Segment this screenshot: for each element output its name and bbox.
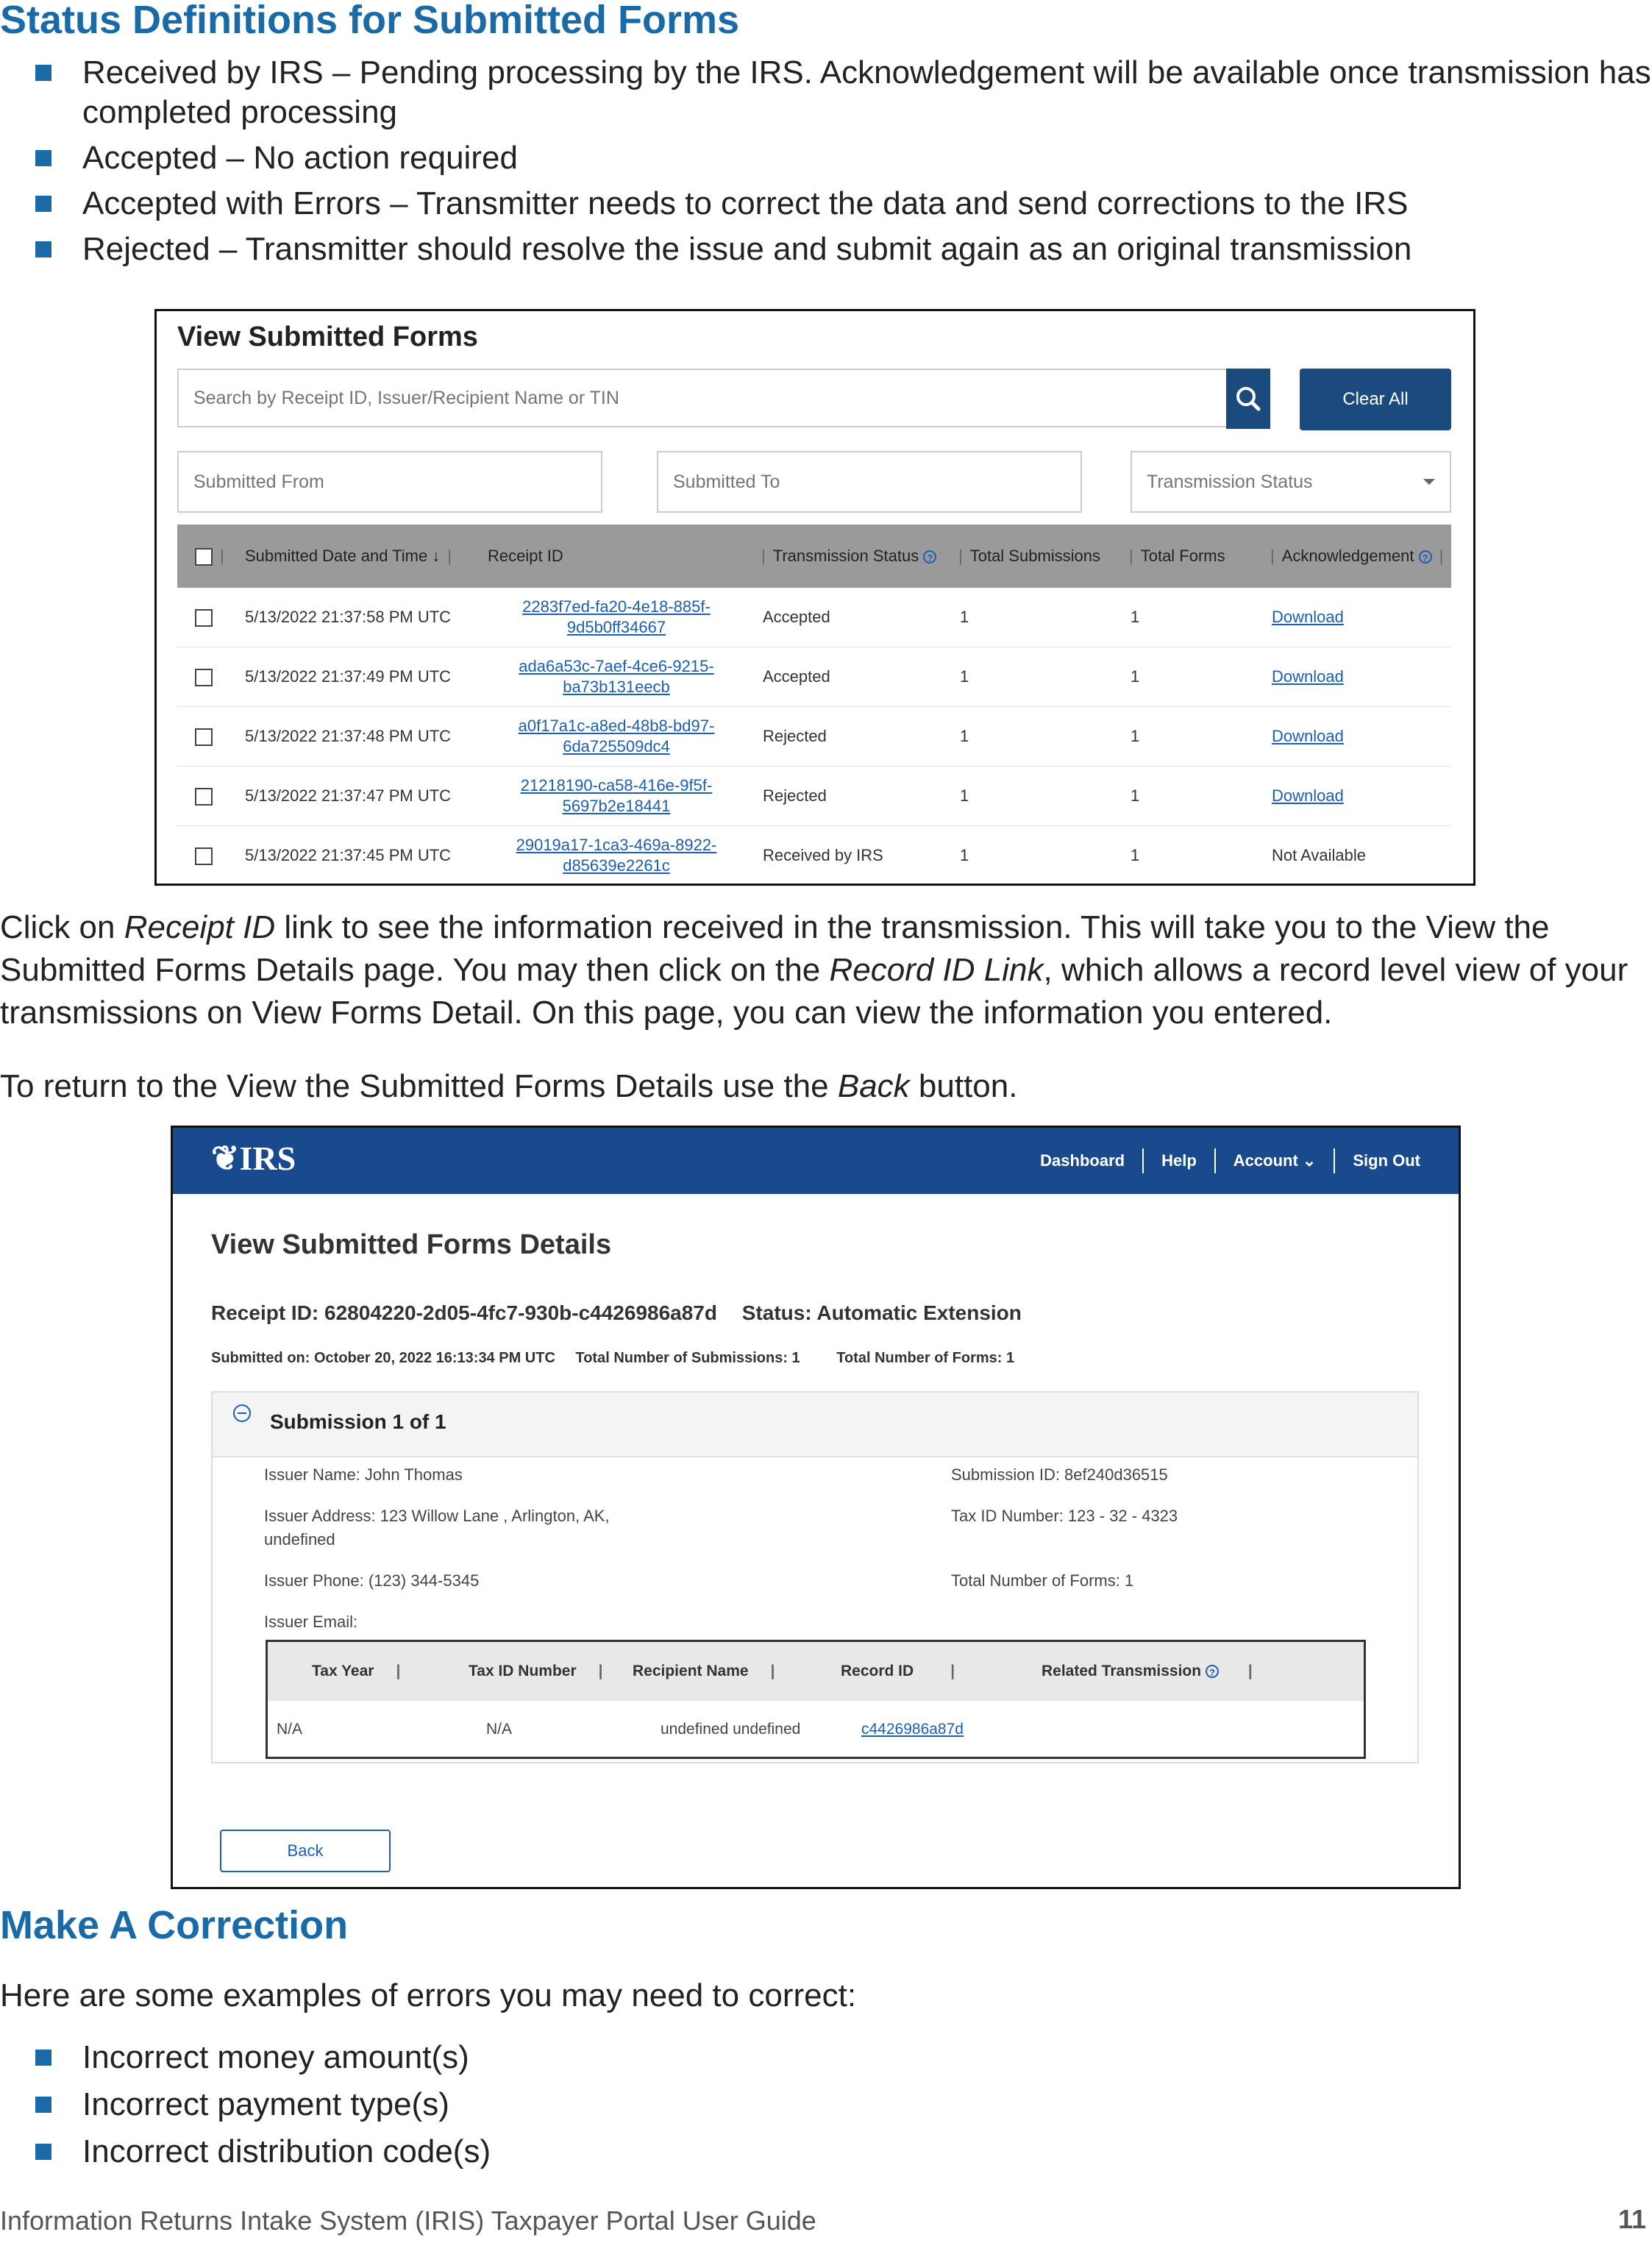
row-checkbox[interactable]	[195, 728, 213, 746]
row-select-cell	[177, 647, 236, 707]
bullet-square-icon	[35, 241, 51, 257]
submitted-forms-table	[177, 525, 1451, 886]
transmission-status: Accepted	[745, 588, 942, 647]
total-submissions: Total Number of Submissions: 1	[575, 1350, 800, 1366]
submitted-from-input[interactable]	[179, 452, 601, 511]
submission-panel-header[interactable]	[213, 1393, 1417, 1457]
submitted-from-field[interactable]	[177, 451, 602, 513]
column-header-date[interactable]: Submitted Date and Time ↓ |	[236, 525, 479, 588]
irs-header-bar	[173, 1128, 1459, 1194]
tax-year: N/A	[277, 1721, 303, 1738]
status-definitions-list	[29, 53, 1652, 269]
help-icon[interactable]: ?	[1419, 550, 1432, 564]
list-item: Incorrect payment type(s)	[29, 2085, 491, 2125]
view-submitted-forms-details-screenshot	[171, 1126, 1461, 1889]
receipt-id-link[interactable]: 2283f7ed-fa20-4e18-885f- 9d5b0ff34667	[479, 588, 745, 647]
forms-table	[268, 1642, 1364, 1758]
submission-id: Submission ID: 8ef240d36515	[951, 1465, 1168, 1484]
column-header-total-submissions: | Total Submissions	[942, 525, 1113, 588]
column-header-recipient-name: Recipient Name |	[624, 1642, 832, 1701]
transmission-status-input[interactable]	[1132, 452, 1450, 511]
submission-summary-line	[211, 1350, 1014, 1367]
total-forms: 1	[1113, 767, 1254, 826]
transmission-status: Rejected	[745, 707, 942, 767]
column-header-related-transmission: Related Transmission ? |	[1033, 1642, 1364, 1701]
receipt-id-link[interactable]: a0f17a1c-a8ed-48b8-bd97- 6da725509dc4	[479, 707, 745, 767]
eagle-icon: ❦	[211, 1140, 240, 1177]
clear-all-button[interactable]: Clear All	[1300, 369, 1451, 430]
total-submissions: 1	[942, 707, 1113, 767]
column-header-tax-id-number: Tax ID Number |	[460, 1642, 624, 1701]
nav-divider	[1214, 1148, 1216, 1173]
tax-id-number: Tax ID Number: 123 - 32 - 4323	[951, 1507, 1178, 1525]
correction-examples-list	[29, 2038, 491, 2172]
submitted-date: 5/13/2022 21:37:47 PM UTC	[236, 767, 479, 826]
column-header-tax-year: Tax Year |	[268, 1642, 460, 1701]
download-link[interactable]: Download	[1272, 667, 1344, 686]
row-select-cell	[177, 767, 236, 826]
bullet-square-icon	[35, 150, 51, 166]
nav-divider	[1142, 1148, 1144, 1173]
issuer-email: Issuer Email:	[264, 1613, 358, 1631]
page-title: View Submitted Forms Details	[211, 1229, 612, 1260]
download-link[interactable]: Download	[1272, 608, 1344, 626]
section-heading-make-a-correction: Make A Correction	[0, 1903, 349, 1947]
page-number: 11	[1617, 2204, 1646, 2234]
record-id-link[interactable]: c4426986a87d	[861, 1721, 964, 1738]
help-icon[interactable]: ?	[923, 550, 936, 564]
irs-logo[interactable]: ❦IRS	[211, 1140, 296, 1177]
total-submissions: 1	[942, 647, 1113, 707]
recipient-name: undefined undefined	[661, 1721, 801, 1738]
related-transmission	[1033, 1701, 1364, 1758]
table-row	[268, 1701, 1364, 1758]
row-checkbox[interactable]	[195, 609, 213, 627]
transmission-status-select[interactable]	[1131, 451, 1451, 513]
issuer-address: Issuer Address: 123 Willow Lane , Arlington, AK, undefined	[264, 1507, 610, 1549]
bullet-square-icon	[35, 2050, 51, 2066]
total-forms: Total Number of Forms: 1	[836, 1350, 1015, 1366]
list-item: Accepted with Errors – Transmitter needs to correct the data and send corrections to the IRS	[29, 184, 1652, 224]
bullet-square-icon	[35, 196, 51, 212]
row-checkbox[interactable]	[195, 669, 213, 686]
search-input[interactable]	[179, 370, 1232, 426]
submitted-date: 5/13/2022 21:37:48 PM UTC	[236, 707, 479, 767]
download-link[interactable]: Download	[1272, 786, 1344, 805]
table-header-row	[177, 525, 1451, 588]
back-button[interactable]: Back	[220, 1830, 391, 1872]
total-number-of-forms: Total Number of Forms: 1	[951, 1571, 1134, 1590]
table-row	[177, 588, 1451, 647]
column-header-total-forms: | Total Forms	[1113, 525, 1254, 588]
submission-panel	[211, 1391, 1419, 1763]
select-all-cell: |	[177, 525, 236, 588]
back-button-instructions: To return to the View the Submitted Forms Details use the Back button.	[0, 1068, 1018, 1104]
nav-dashboard[interactable]: Dashboard	[1040, 1151, 1125, 1170]
receipt-id-link[interactable]: ada6a53c-7aef-4ce6-9215- ba73b131eecb	[479, 647, 745, 707]
section-heading-status-definitions: Status Definitions for Submitted Forms	[0, 0, 740, 42]
acknowledgement-status: Not Available	[1254, 826, 1451, 886]
status: Status: Automatic Extension	[741, 1301, 1022, 1324]
bullet-square-icon	[35, 65, 51, 81]
row-checkbox[interactable]	[195, 788, 213, 806]
tax-id-number: N/A	[486, 1721, 513, 1738]
submission-title: Submission 1 of 1	[270, 1410, 446, 1433]
column-header-record-id: Record ID |	[832, 1642, 1033, 1701]
bullet-square-icon	[35, 2097, 51, 2113]
collapse-icon[interactable]	[233, 1404, 251, 1422]
table-row	[177, 707, 1451, 767]
row-select-cell	[177, 707, 236, 767]
row-select-cell	[177, 588, 236, 647]
nav-sign-out[interactable]: Sign Out	[1353, 1151, 1420, 1170]
page-footer: Information Returns Intake System (IRIS) Taxpayer Portal User Guide	[0, 2205, 816, 2236]
list-item: Accepted – No action required	[29, 138, 1652, 178]
search-button[interactable]	[1226, 369, 1270, 429]
table-header-row	[268, 1642, 1364, 1701]
nav-account[interactable]: Account ⌄	[1233, 1151, 1317, 1170]
correction-intro: Here are some examples of errors you may need to correct:	[0, 1977, 857, 2013]
table-row	[177, 826, 1451, 886]
transmission-status: Rejected	[745, 767, 942, 826]
list-item: Received by IRS – Pending processing by the IRS. Acknowledgement will be available once transmission has completed processing	[29, 53, 1652, 132]
chevron-down-icon	[1423, 479, 1435, 485]
help-icon[interactable]: ?	[1206, 1665, 1219, 1678]
transmission-status: Accepted	[745, 647, 942, 707]
receipt-id-instructions: Click on Receipt ID link to see the information received in the transmission. This will take you to the View the Submitted Forms Details page. You may then click on the Record ID Link, which allows a record level view of your transmissions on View Forms Detail. On this page, you can view the information you entered.	[0, 909, 1628, 1031]
column-header-transmission-status: | Transmission Status ?	[745, 525, 942, 588]
sort-down-arrow-icon: ↓	[432, 547, 441, 565]
transmission-status: Received by IRS	[745, 826, 942, 886]
table-row	[177, 647, 1451, 707]
row-select-cell	[177, 826, 236, 886]
issuer-phone: Issuer Phone: (123) 344-5345	[264, 1571, 480, 1590]
total-forms: 1	[1113, 826, 1254, 886]
total-forms: 1	[1113, 707, 1254, 767]
nav-help[interactable]: Help	[1161, 1151, 1197, 1170]
receipt-id-link[interactable]: 29019a17-1ca3-469a-8922- d85639e2261c	[479, 826, 745, 886]
forms-table-container	[266, 1640, 1366, 1759]
receipt-id: Receipt ID: 62804220-2d05-4fc7-930b-c4426986a87d	[211, 1301, 717, 1324]
receipt-id-link[interactable]: 21218190-ca58-416e-9f5f- 5697b2e18441	[479, 767, 745, 826]
submitted-on: Submitted on: October 20, 2022 16:13:34 PM UTC	[211, 1350, 555, 1366]
select-all-checkbox[interactable]	[195, 548, 213, 566]
list-item: Incorrect distribution code(s)	[29, 2132, 491, 2172]
table-row	[177, 767, 1451, 826]
submitted-date: 5/13/2022 21:37:58 PM UTC	[236, 588, 479, 647]
row-checkbox[interactable]	[195, 847, 213, 865]
column-header-acknowledgement: | Acknowledgement ? |	[1254, 525, 1451, 588]
submitted-date: 5/13/2022 21:37:49 PM UTC	[236, 647, 479, 707]
total-forms: 1	[1113, 647, 1254, 707]
list-item: Rejected – Transmitter should resolve the issue and submit again as an original transmission	[29, 230, 1652, 269]
receipt-status-line	[211, 1301, 1022, 1325]
bullet-square-icon	[35, 2144, 51, 2160]
list-item: Incorrect money amount(s)	[29, 2038, 491, 2077]
search-field[interactable]	[177, 369, 1233, 427]
issuer-name: Issuer Name: John Thomas	[264, 1465, 463, 1484]
search-icon	[1226, 369, 1270, 429]
total-submissions: 1	[942, 588, 1113, 647]
total-submissions: 1	[942, 767, 1113, 826]
submitted-to-field[interactable]	[657, 451, 1082, 513]
submitted-date: 5/13/2022 21:37:45 PM UTC	[236, 826, 479, 886]
chevron-down-icon: ⌄	[1302, 1151, 1317, 1170]
view-submitted-forms-screenshot	[154, 309, 1475, 886]
total-forms: 1	[1113, 588, 1254, 647]
column-header-receipt-id: Receipt ID	[479, 525, 745, 588]
submitted-to-input[interactable]	[658, 452, 1080, 511]
nav-divider	[1334, 1148, 1335, 1173]
screenshot-title: View Submitted Forms	[177, 321, 478, 352]
download-link[interactable]: Download	[1272, 727, 1344, 745]
top-navigation	[1040, 1148, 1420, 1173]
total-submissions: 1	[942, 826, 1113, 886]
